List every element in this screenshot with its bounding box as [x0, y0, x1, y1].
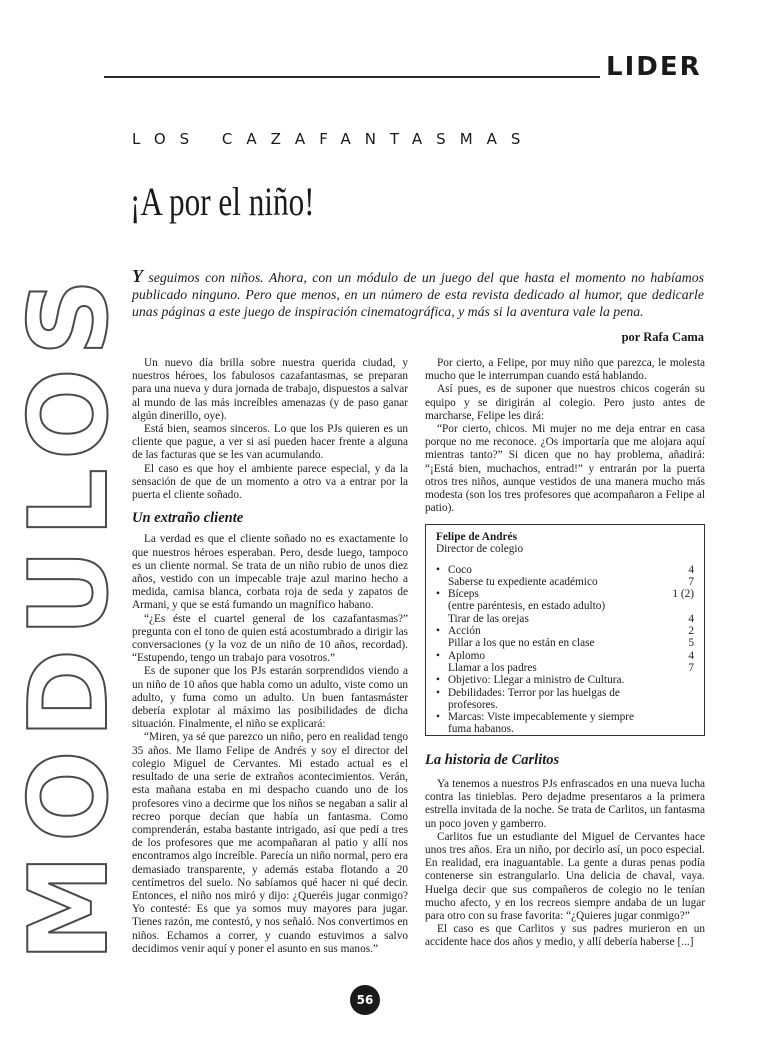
- right-column: [425, 357, 705, 515]
- stat-row: • Debilidades: Terror por las huelgas de profesores.: [436, 686, 620, 711]
- article-byline: por Rafa Cama: [621, 330, 704, 344]
- stat-row: Tirar de las orejas 4: [448, 612, 694, 625]
- paragraph: “Por cierto, chicos. Mi mujer no me deja entrar en casa porque no me reconoce. ¿Os importaría que me alojara aquí mientras tanto?” Si dicen que no hay problema, añadirá: “¡Está bien, muchachos, entrad!” y entrarán por la puerta otros tres niños, aunque vestidos de una manera mucho más modesta (son los tres profesores que acompañaron a Felipe al patio).: [425, 423, 705, 515]
- page-number: 56: [350, 985, 380, 1015]
- paragraph: El caso es que Carlitos y sus padres murieron en un accidente hace dos años y medio, y allí debería haberse [...]: [425, 923, 705, 949]
- stat-row: • Aplomo 4: [436, 649, 694, 662]
- paragraph: Es de suponer que los PJs estarán sorprendidos viendo a un niño de 10 años que habla como un adulto, viste como un adulto, y fuma como un adulto. Un buen fantasmáster debería explotar al máximo las posibilidades de dicha situación. Finalmente, el niño se explicará:: [132, 665, 408, 731]
- left-column: [132, 357, 408, 956]
- character-role: Director de colegio: [436, 543, 524, 556]
- paragraph: Está bien, seamos sinceros. Lo que los PJs quieren es un cliente que pague, a ver si así pueden hacer frente a alguna de las facturas que se les van acumulando.: [132, 423, 408, 462]
- article-lead: [132, 268, 704, 320]
- stat-row: Saberse tu expediente académico 7: [448, 575, 694, 588]
- stat-row: • Bíceps 1 (2): [436, 588, 694, 601]
- paragraph: “¿Es éste el cuartel general de los cazafantasmas?” pregunta con el tono de quien está acostumbrado a dirigir las conversaciones (y la voz de un niño de 10 años, recordad). “Estupendo, tengo un trabajo para vosotros.”: [132, 612, 408, 665]
- section-vertical-label: MODULOS: [7, 266, 132, 962]
- character-stat-box: [425, 524, 705, 736]
- paragraph: La verdad es que el cliente soñado no es exactamente lo que nuestros héroes esperaban. Pero, desde luego, tampoco es un cliente normal. Se trata de un niño rubio de unos diez años, vestido con un impecable traje azul marino hecho a medida, camisa blanca, corbata roja de seda y zapatos de Armani, y que se está fumando un magnífico habano.: [132, 533, 408, 612]
- lead-text: seguimos con niños. Ahora, con un módulo de un juego del que hasta el momento no habíamos publicado ninguno. Pero que menos, en un número de esta revista dedicado al humor, que dedicarle unas páginas a este juego de inspiración cinematográfica, y más si la aventura vale la pena.: [132, 270, 704, 319]
- character-name: Felipe de Andrés: [436, 531, 517, 543]
- stat-row: Llamar a los padres 7: [448, 661, 694, 674]
- stat-list: [436, 564, 694, 736]
- paragraph: Un nuevo día brilla sobre nuestra querida ciudad, y nuestros héroes, los fabulosos cazafantasmas, se preparan para una nueva y dura jornada de trabajo, dispuestos a salvar al mundo de las más increíbles amenazas (y de paso ganar algún dinerillo, oye).: [132, 357, 408, 422]
- stat-row: (entre paréntesis, en estado adulto): [448, 600, 606, 613]
- stat-row: • Marcas: Viste impecablemente y siempre fuma habanos.: [436, 711, 635, 736]
- paragraph: Por cierto, a Felipe, por muy niño que parezca, le molesta mucho que le interrumpan cuando está hablando.: [425, 357, 705, 383]
- section-heading: Un extraño cliente: [132, 510, 244, 527]
- paragraph: Ya tenemos a nuestros PJs enfrascados en una nueva lucha contra las tinieblas. Pero dejadme presentaros a la primera estrella invitada de la noche. Se trata de Carlitos, un fantasma un poco joven y gamberro.: [425, 778, 705, 830]
- paragraph: “Miren, ya sé que parezco un niño, pero en realidad tengo 35 años. Me llamo Felipe de Andrés y soy el director del colegio Miguel de Cervantes. Mi estado actual es el resultado de una serie de extraños acontecimientos. Verán, esta mañana estaba en mi despacho cuando uno de los profesores vino a decirme que los niños se negaban a salir al recreo porque decían que había un fantasma. Como comprenderán, estaba bastante intrigado, así que pedí a tres de los profesores que me acompañaran al patio y allí nos encontramos algo increíble. Parecía un niño normal, pero era demasiado transparente, y además estaba flotando a 20 centímetros del suelo. No sabíamos qué hacer ni qué decir. Entonces, el niño nos miró y dijo: ¿Queréis jugar conmigo? Yo contesté: Es que ya somos muy mayores para jugar. Tienes razón, me contestó, y nos señaló. Nos convertimos en niños. Echamos a correr, y cuando estuvimos a salvo decidimos venir aquí y poner el asunto en sus manos.”: [132, 731, 408, 955]
- stat-row: • Objetivo: Llegar a ministro de Cultura.: [436, 674, 625, 687]
- paragraph: El caso es que hoy el ambiente parece especial, y da la sensación de que de un momento a otro va a entrar por la puerta el cliente soñado.: [132, 462, 408, 502]
- section-heading: La historia de Carlitos: [425, 752, 560, 768]
- article-kicker: LOS CAZAFANTASMAS: [132, 130, 535, 148]
- paragraph: Así pues, es de suponer que nuestros chicos cogerán su equipo y se dirigirán al colegio. Pero justo antes de marcharse, Felipe les dirá:: [425, 383, 705, 422]
- right-column-continued: [425, 778, 705, 950]
- lead-initial: Y: [132, 266, 143, 286]
- article-title: ¡A por el niño!: [130, 179, 315, 224]
- stat-row: Pillar a los que no están en clase 5: [448, 637, 694, 650]
- header-rule: [104, 76, 600, 78]
- magazine-brand: LIDER: [606, 52, 702, 82]
- paragraph: Carlitos fue un estudiante del Miguel de Cervantes hace unos tres años. Era un niño, por decirlo así, un poco especial. En realidad, era inaguantable. La gente a duras penas podía contenerse sin estrangularlo. Una delicia de chaval, vaya. Huelga decir que sus compañeros de colegio no le tenían mucho afecto, y en los recreos siempre andaba de un lugar para otro con su frase favorita: “¿Quieres jugar conmigo?”: [425, 830, 705, 923]
- stat-row: • Acción 2: [436, 625, 694, 638]
- stat-row: • Coco 4: [436, 563, 694, 576]
